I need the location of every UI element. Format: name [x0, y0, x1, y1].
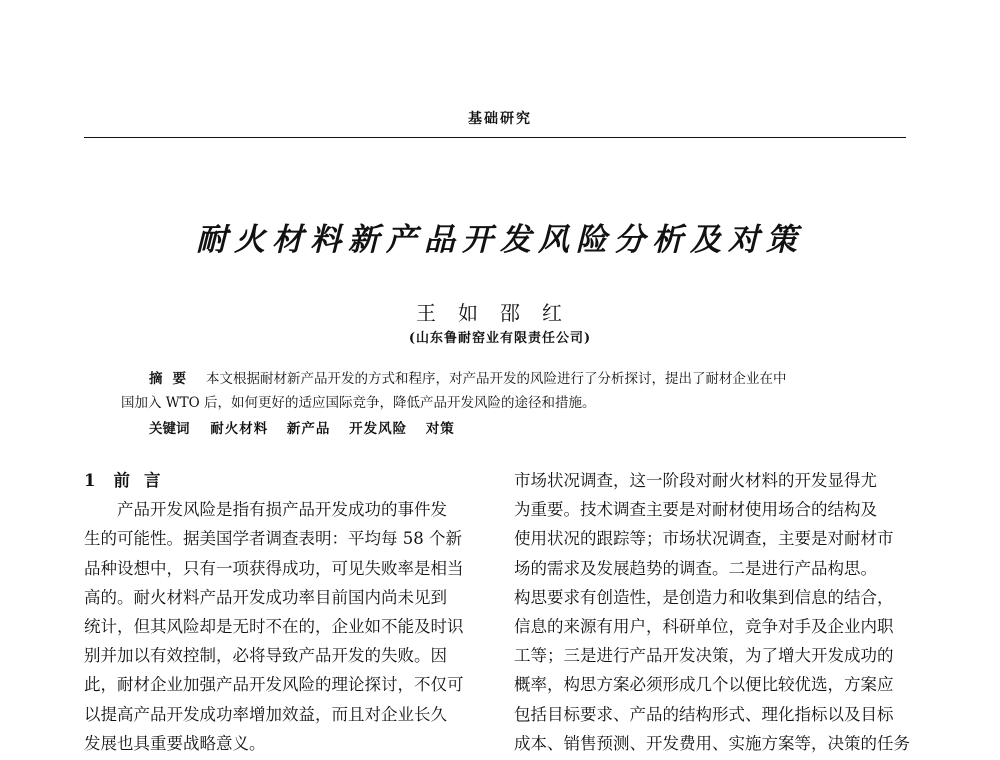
keyword: 耐火材料	[210, 421, 269, 437]
body-line: 发展也具重要战略意义。	[84, 733, 266, 753]
abstract-text-1: 本文根据耐材新产品开发的方式和程序，对产品开发的风险进行了分析探讨，提出了耐材企业在中	[206, 371, 787, 387]
body-line: 产品开发风险是指有损产品开发成功的事件发	[117, 500, 447, 520]
body-line: 别并加以有效控制，必将导致产品开发的失败。因	[84, 646, 447, 666]
abstract	[121, 367, 881, 415]
keyword: 对策	[425, 421, 455, 437]
body-line: 场的需求及发展趋势的调查。二是进行产品构思。	[514, 558, 877, 578]
right-column	[514, 466, 914, 758]
body-line: 为重要。技术调查主要是对耐材使用场合的结构及	[514, 500, 877, 520]
body-line: 构思要求有创造性，是创造力和收集到信息的结合，	[514, 587, 894, 607]
abstract-line: 国加入 WTO 后，如何更好的适应国际竞争，降低产品开发风险的途径和措施。	[121, 395, 596, 411]
body-line: 概率，构思方案必须形成几个以便比较优选，方案应	[514, 675, 894, 695]
section-number: 1	[84, 471, 96, 490]
keyword: 新产品	[286, 421, 331, 437]
body-line: 以提高产品开发成功率增加效益，而且对企业长久	[84, 704, 447, 724]
body-line: 使用状况的跟踪等；市场状况调查，主要是对耐材市	[514, 529, 894, 549]
header-rule	[84, 137, 906, 138]
section-title: 前言	[113, 471, 175, 490]
body-line: 高的。耐火材料产品开发成功率目前国内尚未见到	[84, 587, 447, 607]
article-title: 耐火材料新产品开发风险分析及对策	[196, 222, 804, 258]
left-column	[84, 466, 484, 758]
body-line: 品种设想中，只有一项获得成功，可见失败率是相当	[84, 558, 464, 578]
keyword: 开发风险	[349, 421, 408, 437]
body-line: 市场状况调查，这一阶段对耐火材料的开发显得尤	[514, 471, 877, 490]
abstract-label: 摘要	[149, 371, 196, 387]
keywords	[149, 417, 849, 437]
author-names: 王如邵红	[416, 301, 584, 325]
body-line: 成本、销售预测、开发费用、实施方案等，决策的任务	[514, 733, 910, 753]
body-line: 信息的来源有用户，科研单位，竞争对手及企业内职	[514, 617, 894, 637]
running-head: 基础研究	[468, 111, 532, 127]
author-affiliation: (山东鲁耐窑业有限责任公司)	[408, 331, 592, 346]
keywords-label: 关键词	[149, 421, 190, 437]
section-heading	[84, 466, 484, 495]
body-line: 生的可能性。据美国学者调查表明：平均每 58 个新	[84, 529, 462, 549]
body-line: 此，耐材企业加强产品开发风险的理论探讨，不仅可	[84, 675, 464, 695]
abstract-line	[121, 367, 881, 391]
body-line: 包括目标要求、产品的结构形式、理化指标以及目标	[514, 704, 894, 724]
body-line: 统计，但其风险却是无时不在的，企业如不能及时识	[84, 617, 464, 637]
body-line: 工等；三是进行产品开发决策，为了增大开发成功的	[514, 646, 894, 666]
